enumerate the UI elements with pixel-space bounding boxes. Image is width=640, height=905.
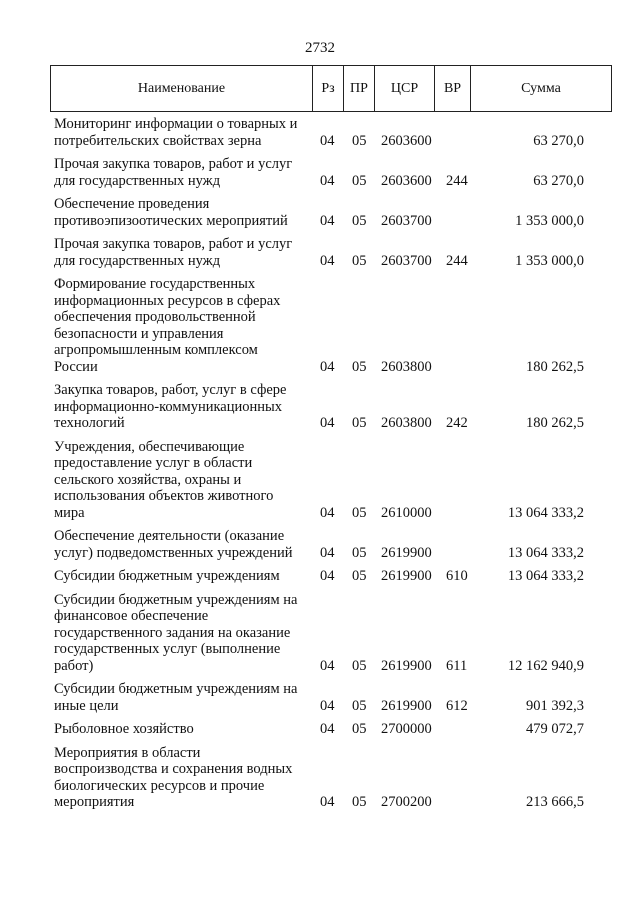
row-name-line: Субсидии бюджетным учреждениям bbox=[54, 568, 280, 584]
row-name-line: Формирование государственных bbox=[54, 276, 256, 292]
header-pr: ПР bbox=[343, 66, 374, 111]
row-name bbox=[54, 382, 312, 432]
cell-pr: 05 bbox=[352, 568, 367, 584]
cell-sum: 13 064 333,2 bbox=[507, 568, 584, 584]
row-name-line: использования объектов животного bbox=[54, 488, 274, 504]
cell-sum: 63 270,0 bbox=[533, 172, 584, 189]
table-header bbox=[50, 65, 612, 112]
row-name-line: Рыболовное хозяйство bbox=[54, 721, 194, 737]
cell-pr: 05 bbox=[352, 504, 367, 521]
row-name bbox=[54, 156, 312, 189]
table-body bbox=[0, 112, 640, 811]
cell-rz: 04 bbox=[320, 504, 335, 521]
header-vr: ВР bbox=[434, 66, 470, 111]
row-name-line: услуг) подведомственных учреждений bbox=[54, 544, 293, 561]
cell-pr: 05 bbox=[352, 415, 367, 431]
cell-sum: 901 392,3 bbox=[526, 697, 584, 714]
cell-csr: 2700000 bbox=[381, 721, 432, 737]
cell-csr: 2603600 bbox=[381, 132, 432, 149]
cell-sum: 180 262,5 bbox=[526, 358, 584, 375]
row-name-line: Мероприятия в области bbox=[54, 744, 201, 761]
table-row bbox=[0, 156, 640, 189]
row-name-line: Обеспечение проведения bbox=[54, 196, 210, 212]
row-name-line: сельского хозяйства, охраны и bbox=[54, 471, 242, 488]
cell-vr: 242 bbox=[446, 415, 468, 431]
cell-pr: 05 bbox=[352, 212, 367, 229]
cell-pr: 05 bbox=[352, 794, 367, 810]
row-name-line: агропромышленным комплексом bbox=[54, 342, 258, 358]
row-name bbox=[54, 439, 312, 522]
cell-csr: 2610000 bbox=[381, 504, 432, 521]
row-name-line: воспроизводства и сохранения водных bbox=[54, 761, 293, 777]
cell-pr: 05 bbox=[352, 358, 367, 375]
table-row bbox=[0, 745, 640, 811]
table-row bbox=[0, 116, 640, 149]
cell-sum: 180 262,5 bbox=[526, 415, 584, 431]
row-name-line: государственных услуг (выполнение bbox=[54, 641, 281, 657]
page-number: 2732 bbox=[305, 40, 335, 56]
row-name-line: биологических ресурсов и прочие bbox=[54, 777, 265, 794]
row-name bbox=[54, 592, 312, 675]
row-name-line: противоэпизоотических мероприятий bbox=[54, 212, 288, 229]
table-row bbox=[0, 196, 640, 229]
row-name-line: России bbox=[54, 358, 98, 375]
cell-sum: 13 064 333,2 bbox=[507, 544, 584, 561]
row-name-line: Закупка товаров, работ, услуг в сфере bbox=[54, 382, 287, 398]
cell-csr: 2619900 bbox=[381, 544, 432, 561]
cell-csr: 2619900 bbox=[381, 697, 432, 714]
row-name-line: Обеспечение деятельности (оказание bbox=[54, 528, 285, 544]
row-name-line: Мониторинг информации о товарных и bbox=[54, 116, 298, 132]
cell-vr: 244 bbox=[446, 172, 468, 189]
row-name-line: мероприятия bbox=[54, 794, 135, 810]
cell-pr: 05 bbox=[352, 721, 367, 737]
table-row bbox=[0, 382, 640, 432]
row-name-line: для государственных нужд bbox=[54, 172, 221, 189]
cell-csr: 2603700 bbox=[381, 212, 432, 229]
row-name bbox=[54, 196, 312, 229]
cell-vr: 611 bbox=[446, 657, 468, 674]
row-name bbox=[54, 745, 312, 811]
row-name-line: обеспечения продовольственной bbox=[54, 309, 256, 325]
row-name-line: Субсидии бюджетным учреждениям на bbox=[54, 591, 298, 608]
row-name bbox=[54, 528, 312, 561]
header-rz: Рз bbox=[312, 66, 343, 111]
row-name-line: технологий bbox=[54, 415, 125, 431]
cell-rz: 04 bbox=[320, 568, 335, 584]
table-row bbox=[0, 592, 640, 675]
table-row bbox=[0, 528, 640, 561]
row-name bbox=[54, 681, 312, 714]
header-sum: Сумма bbox=[470, 66, 611, 111]
cell-rz: 04 bbox=[320, 721, 335, 737]
row-name-line: финансовое обеспечение bbox=[54, 608, 209, 624]
cell-rz: 04 bbox=[320, 544, 335, 561]
cell-rz: 04 bbox=[320, 132, 335, 149]
cell-sum: 213 666,5 bbox=[526, 794, 584, 810]
row-name-line: Учреждения, обеспечивающие bbox=[54, 438, 245, 455]
cell-rz: 04 bbox=[320, 252, 335, 269]
cell-csr: 2700200 bbox=[381, 794, 432, 810]
cell-pr: 05 bbox=[352, 132, 367, 149]
cell-pr: 05 bbox=[352, 657, 367, 674]
table-row bbox=[0, 276, 640, 375]
row-name-line: предоставление услуг в области bbox=[54, 455, 253, 471]
row-name-line: безопасности и управления bbox=[54, 325, 224, 342]
header-csr: ЦСР bbox=[374, 66, 434, 111]
row-name bbox=[54, 276, 312, 375]
row-name bbox=[54, 116, 312, 149]
cell-csr: 2619900 bbox=[381, 657, 432, 674]
row-name-line: потребительских свойствах зерна bbox=[54, 132, 262, 149]
table-row bbox=[0, 568, 640, 585]
cell-rz: 04 bbox=[320, 794, 335, 810]
cell-rz: 04 bbox=[320, 657, 335, 674]
row-name-line: Субсидии бюджетным учреждениям на bbox=[54, 681, 298, 697]
cell-pr: 05 bbox=[352, 544, 367, 561]
row-name-line: иные цели bbox=[54, 697, 119, 714]
cell-sum: 63 270,0 bbox=[533, 132, 584, 149]
cell-vr: 244 bbox=[446, 252, 468, 269]
table-row bbox=[0, 236, 640, 269]
row-name-line: Прочая закупка товаров, работ и услуг bbox=[54, 236, 293, 252]
row-name-line: работ) bbox=[54, 657, 94, 674]
header-name: Наименование bbox=[137, 81, 226, 96]
cell-csr: 2603700 bbox=[381, 252, 432, 269]
cell-csr: 2603800 bbox=[381, 358, 432, 375]
cell-rz: 04 bbox=[320, 212, 335, 229]
cell-rz: 04 bbox=[320, 172, 335, 189]
row-name-line: информационных ресурсов в сферах bbox=[54, 292, 281, 309]
cell-pr: 05 bbox=[352, 697, 367, 714]
table-row bbox=[0, 681, 640, 714]
cell-vr: 612 bbox=[446, 697, 468, 714]
cell-sum: 479 072,7 bbox=[526, 721, 584, 737]
cell-sum: 13 064 333,2 bbox=[507, 504, 584, 521]
row-name bbox=[54, 568, 312, 585]
cell-pr: 05 bbox=[352, 252, 367, 269]
cell-rz: 04 bbox=[320, 415, 335, 431]
row-name bbox=[54, 236, 312, 269]
cell-sum: 1 353 000,0 bbox=[515, 212, 584, 229]
cell-rz: 04 bbox=[320, 697, 335, 714]
cell-sum: 1 353 000,0 bbox=[515, 252, 584, 269]
row-name-line: для государственных нужд bbox=[54, 252, 221, 269]
cell-csr: 2603800 bbox=[381, 415, 432, 431]
cell-pr: 05 bbox=[352, 172, 367, 189]
row-name-line: мира bbox=[54, 504, 85, 521]
row-name bbox=[54, 721, 312, 738]
table-row bbox=[0, 721, 640, 738]
cell-csr: 2603600 bbox=[381, 172, 432, 189]
cell-vr: 610 bbox=[446, 568, 468, 584]
row-name-line: государственного задания на оказание bbox=[54, 624, 291, 641]
cell-sum: 12 162 940,9 bbox=[507, 657, 584, 674]
table-row bbox=[0, 439, 640, 522]
row-name-line: информационно-коммуникационных bbox=[54, 398, 283, 415]
cell-rz: 04 bbox=[320, 358, 335, 375]
cell-csr: 2619900 bbox=[381, 568, 432, 584]
row-name-line: Прочая закупка товаров, работ и услуг bbox=[54, 156, 293, 172]
